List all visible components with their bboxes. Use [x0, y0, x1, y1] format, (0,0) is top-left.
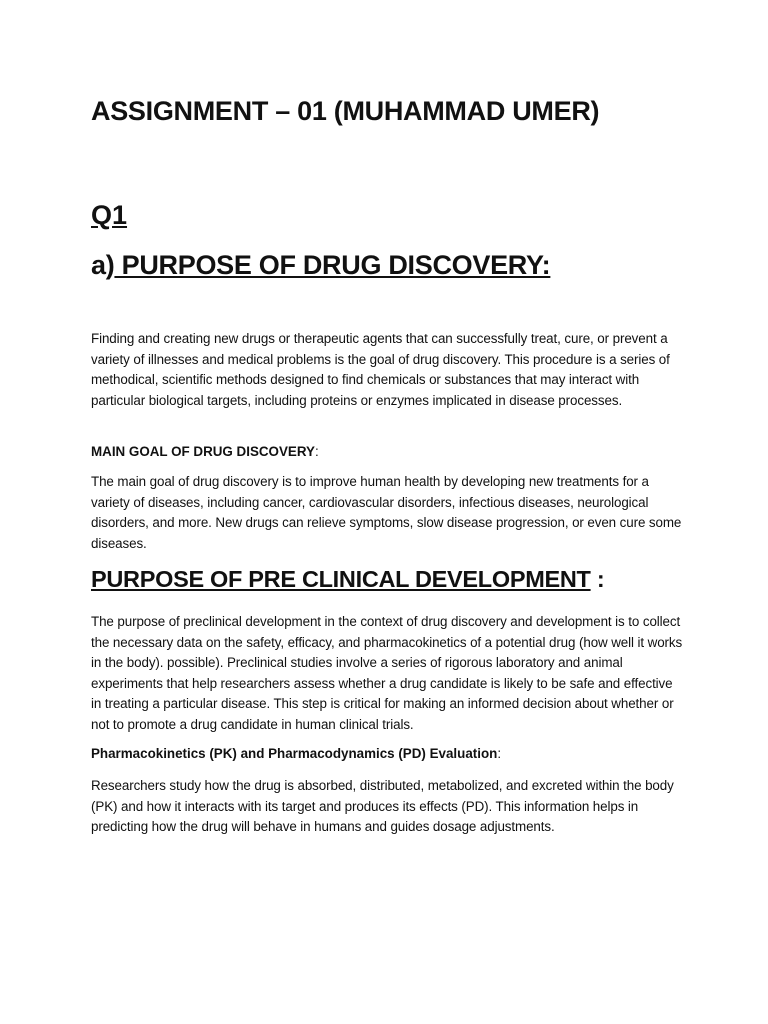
intro-paragraph: Finding and creating new drugs or therapeutic agents that can successfully treat, cure, or prevent a variety of illnesses and medical problems is the goal of drug discovery. This procedure is a series of methodical, scientific methods designed to find chemicals or substances that may interact with particular biological targets, including proteins or enzymes implicated in disease processes. — [91, 331, 670, 408]
main-goal-label-text: MAIN GOAL OF DRUG DISCOVERY — [91, 444, 315, 459]
pkpd-label — [91, 744, 501, 764]
main-goal-paragraph: The main goal of drug discovery is to improve human health by developing new treatments for a variety of diseases, including cancer, cardiovascular disorders, infectious diseases, neurological disorders, and more. New drugs can relieve symptoms, slow disease progression, or even cure some diseases. — [91, 474, 682, 551]
preclinical-heading — [91, 566, 604, 593]
preclinical-paragraph: The purpose of preclinical development in the context of drug discovery and development is to collect the necessary data on the safety, efficacy, and pharmacokinetics of a potential drug (how well it works in the body). possible). Preclinical studies involve a series of rigorous laboratory and animal experiments that help researchers assess whether a drug candidate is likely to be safe and effective in treating a particular disease. This step is critical for making an informed decision about whether or not to promote a drug candidate in human clinical trials. — [91, 614, 683, 732]
drug-discovery-heading — [91, 250, 550, 281]
preclinical-colon: : — [590, 566, 605, 592]
question-heading: Q1 — [91, 200, 128, 230]
part-heading-text: PURPOSE OF DRUG DISCOVERY: — [114, 250, 551, 280]
pkpd-label-text: Pharmacokinetics (PK) and Pharmacodynamics (PD) Evaluation — [91, 746, 498, 761]
assignment-title: ASSIGNMENT – 01 (MUHAMMAD UMER) — [91, 96, 600, 126]
pkpd-colon: : — [497, 746, 502, 761]
preclinical-heading-text: PURPOSE OF PRE CLINICAL DEVELOPMENT — [91, 566, 591, 592]
main-goal-colon: : — [314, 444, 319, 459]
part-prefix: a) — [91, 250, 115, 280]
pkpd-paragraph: Researchers study how the drug is absorbed, distributed, metabolized, and excreted within the body (PK) and how it interacts with its target and produces its effects (PD). This information helps in predicting how the drug will behave in humans and guides dosage adjustments. — [91, 778, 674, 834]
main-goal-label — [91, 442, 319, 462]
